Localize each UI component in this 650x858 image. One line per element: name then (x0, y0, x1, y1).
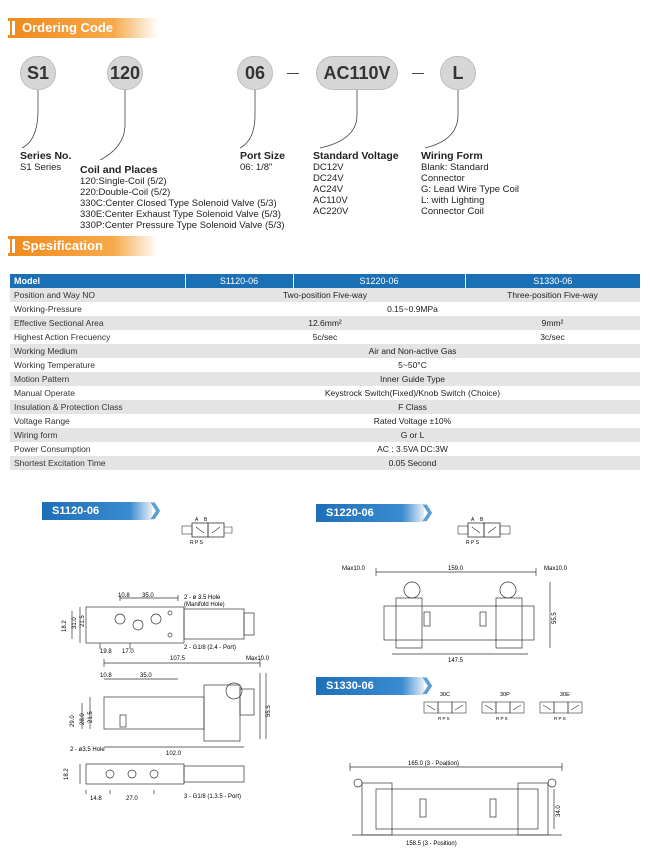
dim-label: 55.5 (552, 612, 558, 624)
coil-line: 330P:Center Pressure Type Solenoid Valve (5/3) (80, 220, 285, 231)
wiring-line: G: Lead Wire Type Coil (421, 184, 520, 195)
coil-block (80, 164, 285, 231)
wiring-line: Connector (421, 173, 465, 184)
spec-label: Position and Way NO (10, 288, 185, 302)
hole-note: 2 - ø 3.5 Hole (184, 595, 221, 601)
spec-value: 5~50°C (398, 360, 427, 370)
spec-row (10, 316, 640, 330)
coil-line: 330C:Center Closed Type Solenoid Valve (5/3) (80, 198, 277, 209)
svg-text:B: B (204, 517, 208, 523)
spec-value: 3c/sec (540, 332, 565, 342)
spec-row (10, 288, 640, 302)
dim-label: 29.0 (70, 715, 76, 727)
coil-line: 330E:Center Exhaust Type Solenoid Valve (5/3) (80, 209, 281, 220)
tab-s1330 (316, 677, 434, 695)
port-note: 2 - G1/8 (2.4 - Port) (184, 645, 237, 651)
dim-label: Max10.0 (342, 566, 366, 572)
dim-label: 17.0 (122, 649, 134, 655)
voltage-line: DC12V (313, 162, 344, 173)
spec-label: Power Consumption (14, 444, 91, 454)
code-voltage: AC110V (316, 56, 398, 90)
symbol-s1120 (178, 515, 240, 547)
spec-label: Voltage Range (14, 416, 70, 426)
dim-label: 14.8 (90, 796, 102, 802)
spec-value: Two-position Five-way (185, 288, 465, 302)
spec-row (10, 428, 640, 442)
dim-label: Max10.0 (544, 566, 568, 572)
spec-value: 5c/sec (312, 332, 338, 342)
hole-note: 2 - ø3.5 Hole (70, 747, 105, 753)
drawing-s1220 (340, 562, 580, 667)
spec-row (10, 400, 640, 414)
spec-value: 0.15~0.9MPa (387, 304, 438, 314)
spec-label: Wiring form (10, 428, 185, 442)
spec-value: 9mm² (465, 316, 640, 330)
coil-line: 220:Double-Coil (5/2) (80, 187, 171, 198)
dim-label: 165.0 (3 - Poaition) (408, 761, 460, 767)
wiring-block (421, 150, 519, 217)
spec-row (10, 372, 640, 386)
chevron-right-icon: ❯ (148, 502, 162, 519)
spec-label: Working Medium (10, 344, 185, 358)
spec-value: Inner Guide Type (185, 372, 640, 386)
specification-tab (8, 236, 158, 256)
dim-label: 18.2 (64, 768, 70, 780)
symbol-label-30c: 30C (440, 692, 451, 698)
spec-value: Rated Voltage ±10% (373, 416, 452, 426)
dim-label: 10.8 (100, 673, 112, 679)
symbol-label-30e: 30E (560, 692, 570, 698)
dim-label: 28.0 (80, 713, 86, 725)
drawing-s1120-side (60, 655, 280, 760)
voltage-line: AC220V (313, 206, 349, 217)
dim-label: 35.0 (140, 673, 152, 679)
drawing-s1330 (340, 755, 580, 850)
spec-value: Air and Non-active Gas (185, 344, 640, 358)
svg-text:A: A (195, 517, 199, 523)
svg-text:B: B (480, 517, 484, 523)
specification-title: Spesification (22, 238, 103, 253)
coil-heading: Coil and Places (80, 164, 158, 176)
drawing-s1120-top (60, 585, 260, 655)
header-s1330: S1330-06 (465, 274, 640, 288)
voltage-block (313, 150, 399, 217)
wiring-line: L: with Lighting (421, 195, 485, 206)
wiring-heading: Wiring Form (421, 150, 483, 162)
spec-value: F Class (185, 400, 640, 414)
spec-row (10, 456, 640, 470)
dim-label: 55.5 (266, 705, 272, 717)
wiring-line: Blank: Standard (421, 162, 489, 173)
series-line: S1 Series (20, 162, 62, 173)
spec-value: 12.6mm² (185, 316, 465, 330)
symbol-s1220 (454, 515, 518, 547)
dim-label: 10.8 (118, 593, 130, 599)
series-block (20, 150, 71, 173)
svg-text:R P S: R P S (466, 540, 479, 546)
header-s1120: S1120-06 (185, 274, 293, 288)
dim-label: 107.5 (170, 656, 186, 662)
port-note: 3 - G1/8 (1.3.5 - Port) (184, 794, 242, 800)
spec-label: Working-Pressure (14, 304, 82, 314)
port-line: 06: 1/8" (240, 162, 273, 173)
coil-line: 120:Single-Coil (5/2) (80, 176, 167, 187)
dim-label: Max10.0 (246, 656, 270, 662)
spec-value: Keystrock Switch(Fixed)/Knob Switch (Choice) (324, 388, 501, 398)
spec-row (10, 302, 640, 316)
spec-row (10, 358, 640, 372)
code-port: 06 (237, 56, 273, 90)
dim-label: 34.0 (556, 805, 562, 817)
drawing-s1120-bottom (60, 758, 260, 803)
spec-value: G or L (185, 428, 640, 442)
spec-row (10, 330, 640, 344)
hole-note-2: (Manifold Hole) (184, 602, 225, 608)
spec-value: AC : 3.5VA DC:3W (377, 444, 448, 454)
spec-label: Manual Operate (14, 388, 75, 398)
spec-table (10, 274, 640, 470)
voltage-line: AC110V (313, 195, 348, 206)
dim-label: 159.0 (448, 566, 464, 572)
code-series: S1 (20, 56, 56, 90)
port-block (240, 150, 285, 173)
spec-value: Three-position Five-way (465, 288, 640, 302)
spec-label: Shortest Excitation Time (10, 456, 185, 470)
spec-value: 0.05 Second (185, 456, 640, 470)
tab-s1220-label: S1220-06 (326, 507, 374, 519)
dim-label: 35.0 (142, 593, 154, 599)
symbol-label-30p: 30P (500, 692, 510, 698)
voltage-heading: Standard Voltage (313, 150, 399, 162)
dim-label: 27.0 (126, 796, 138, 802)
dim-label: 19.8 (100, 649, 112, 655)
spec-row (10, 344, 640, 358)
spec-row (10, 386, 640, 400)
tab-s1330-label: S1330-06 (326, 680, 374, 692)
symbols-s1330 (418, 690, 588, 722)
voltage-line: AC24V (313, 184, 344, 195)
spec-label: Highest Action Frecuency (14, 332, 111, 342)
ordering-code-title: Ordering Code (22, 20, 114, 35)
code-coil: 120 (107, 56, 143, 90)
port-heading: Port Size (240, 150, 285, 162)
spec-row (10, 442, 640, 456)
chevron-right-icon: ❯ (420, 677, 434, 694)
code-wiring: L (440, 56, 476, 90)
dim-label: 158.5 (3 - Position) (406, 841, 457, 847)
dim-label: 18.2 (62, 620, 68, 632)
spec-label: Motion Pattern (10, 372, 185, 386)
ordering-leader-lines (0, 0, 650, 160)
dim-label: 21.5 (80, 615, 86, 627)
spec-row (10, 414, 640, 428)
header-model: Model (10, 274, 185, 288)
tab-s1220 (316, 504, 434, 522)
tab-s1120-label: S1120-06 (52, 505, 100, 517)
svg-text:R P S: R P S (496, 716, 508, 721)
dim-label: 31.0 (72, 617, 78, 629)
svg-text:R P S: R P S (554, 716, 566, 721)
wiring-line: Connector Coil (421, 206, 484, 217)
dim-label: 102.0 (166, 751, 182, 757)
svg-text:R P S: R P S (438, 716, 450, 721)
svg-text:A: A (471, 517, 475, 523)
spec-header-row (10, 274, 640, 288)
dim-label: 21.5 (88, 711, 94, 723)
spec-label: Effective Sectional Area (10, 316, 185, 330)
header-s1220: S1220-06 (293, 274, 465, 288)
series-heading: Series No. (20, 150, 72, 162)
chevron-right-icon: ❯ (420, 504, 434, 521)
voltage-line: DC24V (313, 173, 344, 184)
dim-label: 147.5 (448, 658, 464, 664)
spec-label: Working Temperature (14, 360, 95, 370)
tab-s1120 (42, 502, 162, 520)
svg-text:R P S: R P S (190, 540, 203, 546)
spec-label: Insulation & Protection Class (10, 400, 185, 414)
